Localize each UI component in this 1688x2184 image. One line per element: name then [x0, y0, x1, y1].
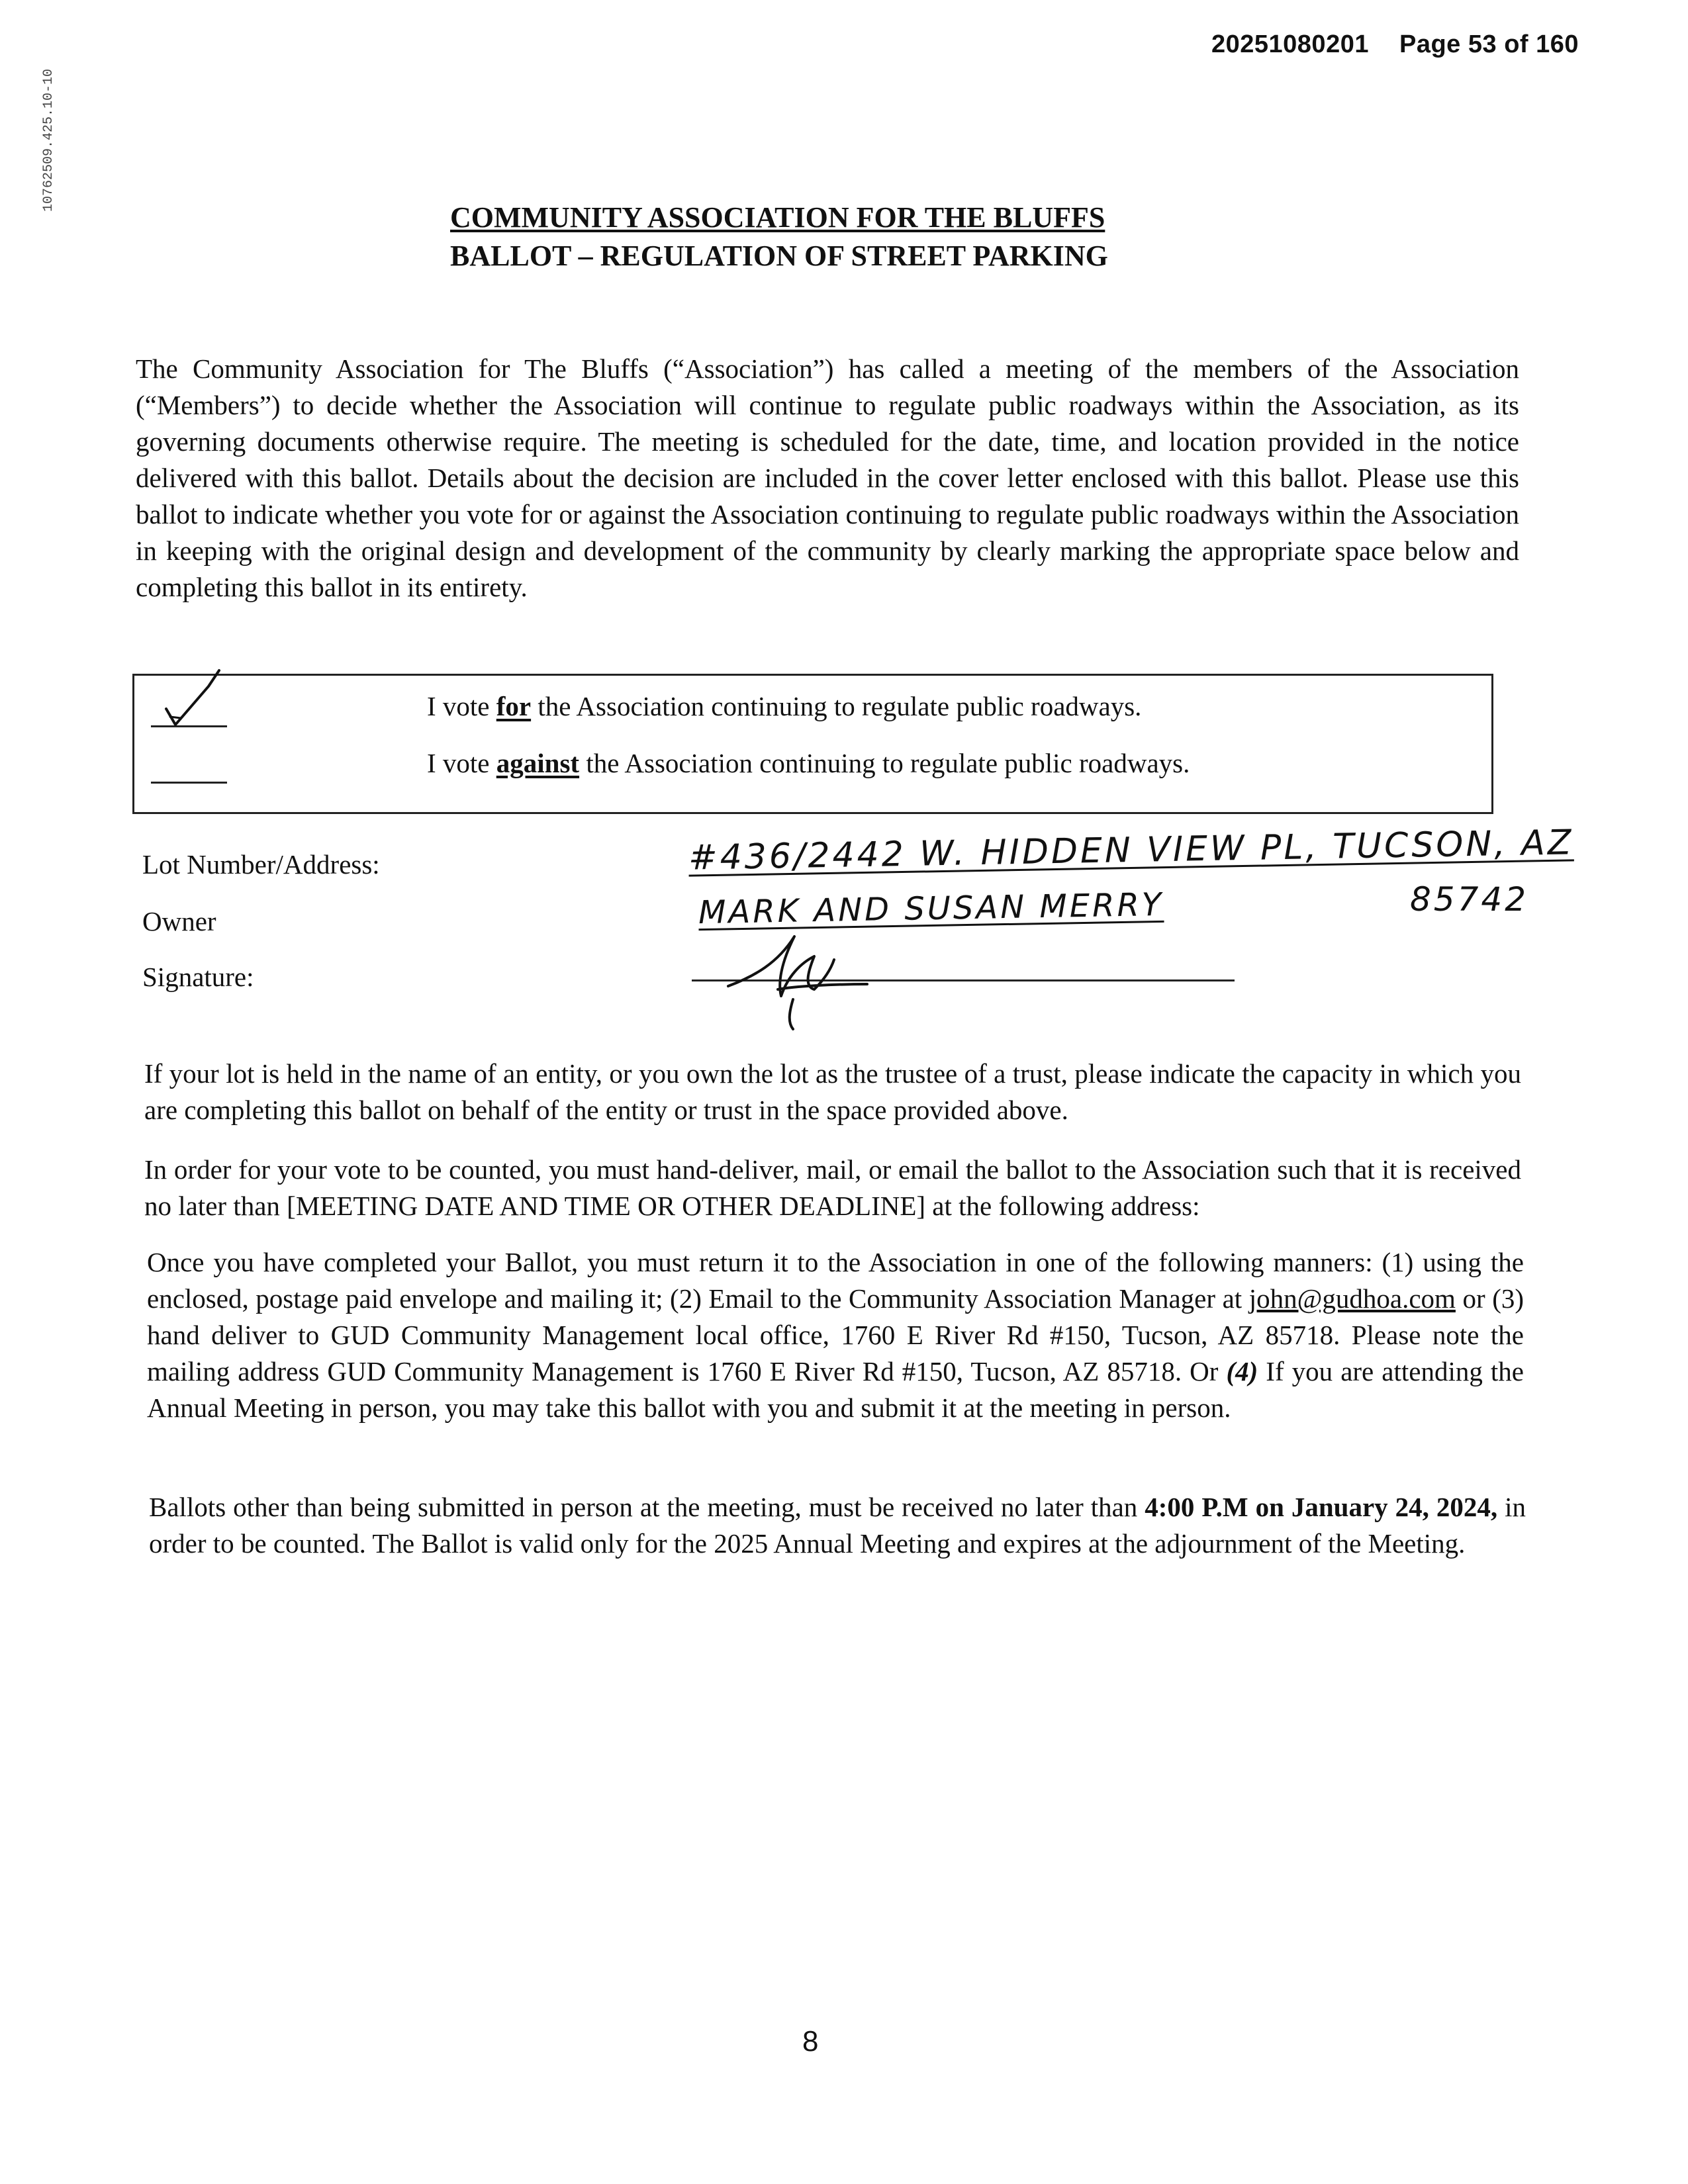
entity-paragraph: If your lot is held in the name of an entity, or you own the lot as the trustee of a trust, please indicate the capacity in which you are completing this ballot on behalf of the entity or trust in the space provided above.	[144, 1058, 1521, 1125]
owner-value[interactable]: MARK AND SUSAN MERRY	[698, 886, 1164, 932]
title-line-1: COMMUNITY ASSOCIATION FOR THE BLUFFS	[450, 201, 1105, 234]
vote-against-blank[interactable]	[151, 782, 227, 784]
signature-label: Signature:	[142, 962, 254, 992]
document-header	[1211, 30, 1579, 59]
order-paragraph: In order for your vote to be counted, you must hand-deliver, mail, or email the ballot to the Association such that it is received no later than [MEETING DATE AND TIME OR OTHER DEADLINE] at the following address:	[144, 1154, 1521, 1221]
title-line-2: BALLOT – REGULATION OF STREET PARKING	[450, 240, 1108, 272]
deadline-paragraph	[149, 1489, 1526, 1562]
vote-box	[132, 674, 1493, 814]
document-id: 20251080201	[1211, 30, 1369, 58]
deadline-text-2: in order to be counted. The Ballot is valid only for the 2025 Annual Meeting and expires at the adjournment of the Meeting.	[149, 1492, 1526, 1559]
vote-for-option[interactable]	[427, 690, 1141, 722]
vote-against-option[interactable]	[427, 747, 1190, 779]
email-link[interactable]: john@gudhoa.com	[1248, 1283, 1456, 1314]
vote-against-keyword: against	[496, 748, 580, 778]
page-indicator: Page 53 of 160	[1399, 30, 1579, 58]
lot-value[interactable]: #436/2442 W. HIDDEN VIEW PL, TUCSON, AZ	[688, 823, 1574, 878]
deadline-date: 4:00 P.M on January 24, 2024,	[1145, 1492, 1498, 1522]
return-text-3: If you are attending the Annual Meeting in person, you may take this ballot with you and submit it at the meeting in person.	[147, 1356, 1524, 1423]
lot-zip[interactable]: 85742	[1410, 880, 1529, 919]
page-number: 8	[802, 2025, 819, 2058]
intro-paragraph: The Community Association for The Bluffs (“Association”) has called a meeting of the members of the Association (“Members”) to decide whether the Association will continue to regulate public roadways within the Association, as its governing documents otherwise require. The meeting is scheduled for the date, time, and location provided in the notice delivered with this ballot. Details about the decision are included in the cover letter enclosed with this ballot. Please use this ballot to indicate whether you vote for or against the Association continuing to regulate public roadways within the Association in keeping with the original design and development of the community by clearly marking the appropriate space below and completing this ballot in its entirety.	[136, 353, 1519, 602]
vote-against-pre: I vote	[427, 748, 496, 778]
vote-for-pre: I vote	[427, 691, 496, 721]
checkmark-icon	[161, 668, 240, 734]
option-4-number: (4)	[1226, 1356, 1258, 1387]
ballot-title	[450, 199, 1108, 275]
signature-image	[715, 923, 874, 1036]
vote-for-post: the Association continuing to regulate public roadways.	[531, 691, 1142, 721]
side-stamp: 10762509.425.10-10	[41, 68, 56, 212]
return-text-2: or (3) hand deliver to GUD Community Management local office, 1760 E River Rd #150, Tucson, AZ 85718. Please note the mailing address GUD Community Management is 1760 E River Rd #150, Tucson, AZ 85718. Or	[147, 1283, 1524, 1387]
vote-against-post: the Association continuing to regulate public roadways.	[579, 748, 1190, 778]
owner-label: Owner	[142, 906, 216, 936]
vote-for-keyword: for	[496, 691, 532, 721]
deadline-text-1: Ballots other than being submitted in person at the meeting, must be received no later than	[149, 1492, 1145, 1522]
return-text-1: Once you have completed your Ballot, you must return it to the Association in one of the following manners: (1) using the enclosed, postage paid envelope and mailing it; (2) Email to the Community Association Manager at	[147, 1247, 1524, 1314]
lot-label: Lot Number/Address:	[142, 849, 380, 880]
return-instructions-paragraph	[147, 1244, 1524, 1426]
